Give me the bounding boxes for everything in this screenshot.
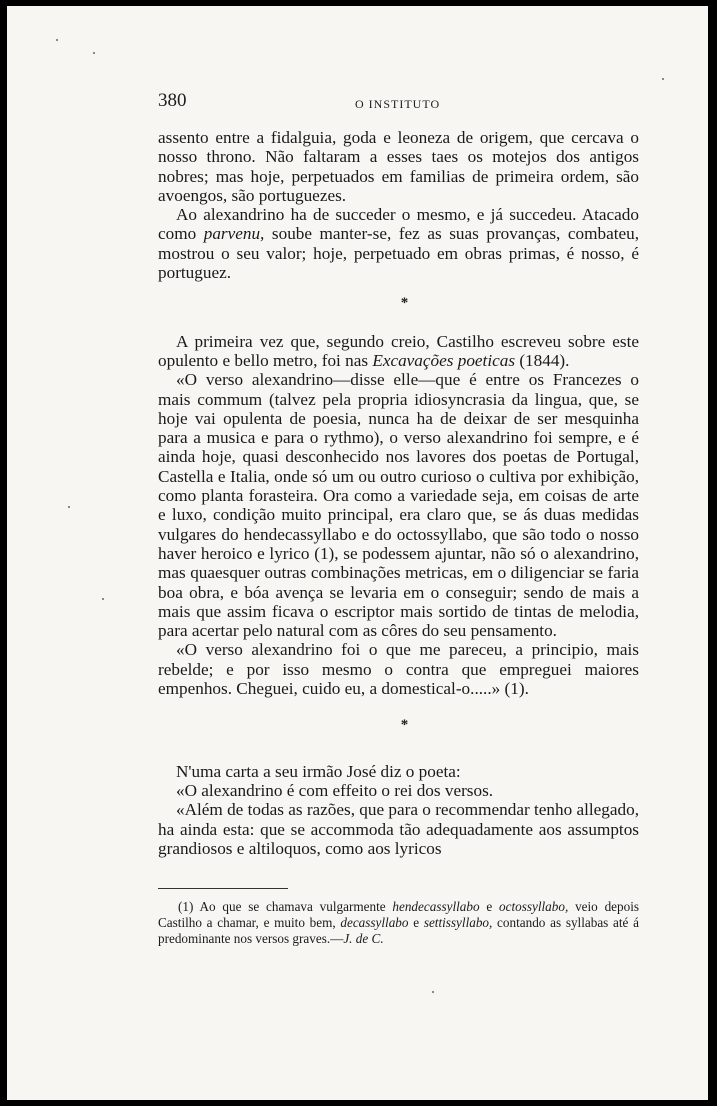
paragraph: N'uma carta a seu irmão José diz o poeta: [176, 761, 461, 781]
paper-speck [102, 598, 104, 600]
section-separator: * [400, 295, 409, 312]
quotation-paragraph: «O verso alexandrino—disse elle—que é entre os Francezes o mais commum (talvez pela propria idiosyncrasia da lingua, que, se hoje vai opulenta de poesia, nunca ha de deixar de ser mesquinha para a musica e para o rythmo), o verso alexandrino foi sempre, e é ainda hoje, quasi desconhecido nos lavores dos poetas de Portugal, Castella e Italia, onde só um ou outro curioso o cultiva por exhibição, como planta forasteira. Ora como a variedade seja, em coisas de arte e luxo, condição muito principal, era claro que, se ás duas medidas vulgares do hendecassyllabo e do octossyllabo, que são todo o nosso haver heroico e lyrico (1), se podessem ajuntar, não só o alexandrino, mas quaesquer outras combinações metricas, em o diligenciar se faria boa obra, e bóa avença se levaria em o conseguir; sendo de mais a mais que assim ficava o escriptor mais sortido de tintas de melodia, para acertar pelo natural com as côres do seu pensamento. [158, 370, 639, 641]
quotation-paragraph: «O verso alexandrino foi o que me pareceu, a principio, mais rebelde; e por isso mesmo o contra que empreguei maiores empenhos. Cheguei, cuido eu, a domestical-o.....» (1). [158, 640, 639, 699]
paper-speck [432, 991, 434, 993]
paragraph: A primeira vez que, segundo creio, Castilho escreveu sobre este opulento e bello metro, foi nas Excavações poeticas (1844). [158, 331, 639, 370]
footnote-signature: J. de C. [343, 931, 384, 946]
quotation-paragraph: «Além de todas as razões, que para o recommendar tenho allegado, ha ainda esta: que se accommoda tão adequadamente aos assumptos grandiosos e altiloquos, como aos lyricos [158, 800, 639, 858]
footnote-rule [158, 888, 288, 889]
body-text [158, 128, 639, 858]
paper-speck [93, 52, 95, 54]
book-page [7, 6, 708, 1100]
quotation-paragraph: «O alexandrino é com effeito o rei dos versos. [176, 780, 494, 800]
paragraph: Ao alexandrino ha de succeder o mesmo, e já succedeu. Atacado como parvenu, soube manter-se, fez as suas provanças, combateu, mostrou o seu valor; hoje, perpetuado em obras primas, é nosso, é portuguez. [158, 205, 639, 283]
footnote-marker: (1) [178, 899, 194, 914]
paper-speck [662, 78, 664, 80]
journal-title: O INSTITUTO [355, 97, 441, 111]
footnote: (1) Ao que se chamava vulgarmente hendecassyllabo e octossyllabo, veio depois Castilho a chamar, e muito bem, decassyllabo e settissyllabo, contando as syllabas até á predominante nos versos graves.—J. de C. [158, 899, 640, 946]
running-head [158, 90, 638, 114]
paper-speck [68, 506, 70, 508]
section-separator: * [400, 717, 409, 734]
paper-speck [56, 39, 58, 41]
paragraph: assento entre a fidalguia, goda e leoneza de origem, que cercava o nosso throno. Não faltaram a esses taes os motejos dos antigos nobres; mas hoje, perpetuados em familias de primeira ordem, são avoengos, são portuguezes. [158, 128, 639, 205]
page-number: 380 [158, 90, 187, 111]
